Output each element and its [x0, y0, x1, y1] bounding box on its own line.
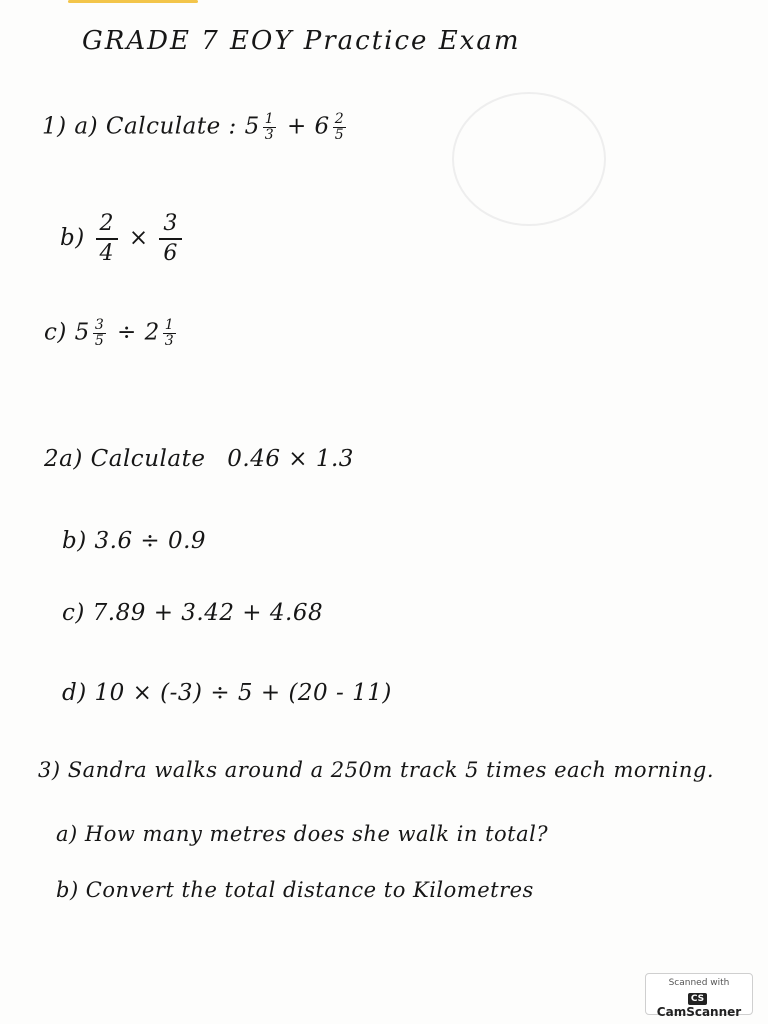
q2c-label: c) [62, 600, 85, 626]
q3b-text: b) Convert the total distance to Kilometres [56, 878, 534, 902]
q2a-text: Calculate [90, 446, 206, 472]
q2d-line [62, 680, 392, 706]
q3a-text: a) How many metres does she walk in total? [56, 822, 549, 846]
q1a-line [42, 112, 349, 143]
q2a-expression: 0.46 × 1.3 [227, 446, 354, 472]
stamp-brand-name: CamScanner [656, 1005, 742, 1019]
q2a-line [44, 446, 354, 472]
q1a-fraction1: $\frac{1}{3}$ [264, 111, 275, 143]
q1b-label: b) [60, 225, 85, 251]
stamp-brand [646, 990, 752, 1019]
camscanner-stamp [645, 973, 753, 1019]
q2b-label: b) [62, 528, 87, 554]
bleed-through-circle [452, 92, 606, 226]
q1c-operator: ÷ [117, 319, 137, 346]
q1c-whole1: 5 [74, 319, 90, 346]
q2d-expression: 10 × (-3) ÷ 5 + (20 - 11) [94, 680, 392, 706]
q2a-label: 2a) [44, 446, 83, 472]
q2c-line [62, 600, 323, 626]
q1c-line [44, 318, 179, 349]
page-title: GRADE 7 EOY Practice Exam [82, 26, 521, 56]
q2b-expression: 3.6 ÷ 0.9 [94, 528, 207, 554]
camscanner-logo-icon: CS [688, 993, 707, 1005]
q2d-label: d) [62, 680, 87, 706]
q1a-label: 1) a) [42, 113, 99, 140]
q1b-line [60, 210, 185, 268]
scan-edge-marker [68, 0, 198, 3]
q1b-fraction2: $\frac{3}{6}$ [159, 210, 182, 268]
q1c-fraction2: $\frac{1}{3}$ [164, 317, 175, 349]
q2b-line [62, 528, 206, 554]
q1a-text: Calculate : [105, 113, 237, 140]
q1c-fraction1: $\frac{3}{5}$ [94, 317, 105, 349]
q1a-fraction2: $\frac{2}{5}$ [334, 111, 345, 143]
q1a-whole1: 5 [244, 113, 260, 140]
stamp-caption: Scanned with [668, 978, 730, 988]
q1b-fraction1: $\frac{2}{4}$ [96, 210, 119, 268]
q1c-whole2: 2 [144, 319, 160, 346]
q1a-whole2: 6 [314, 113, 330, 140]
q2c-expression: 7.89 + 3.42 + 4.68 [92, 600, 324, 626]
q1c-label: c) [44, 319, 67, 346]
q1a-operator: + [286, 113, 307, 140]
q3-stem: 3) Sandra walks around a 250m track 5 times each morning. [38, 758, 714, 782]
q1b-operator: × [128, 225, 149, 251]
